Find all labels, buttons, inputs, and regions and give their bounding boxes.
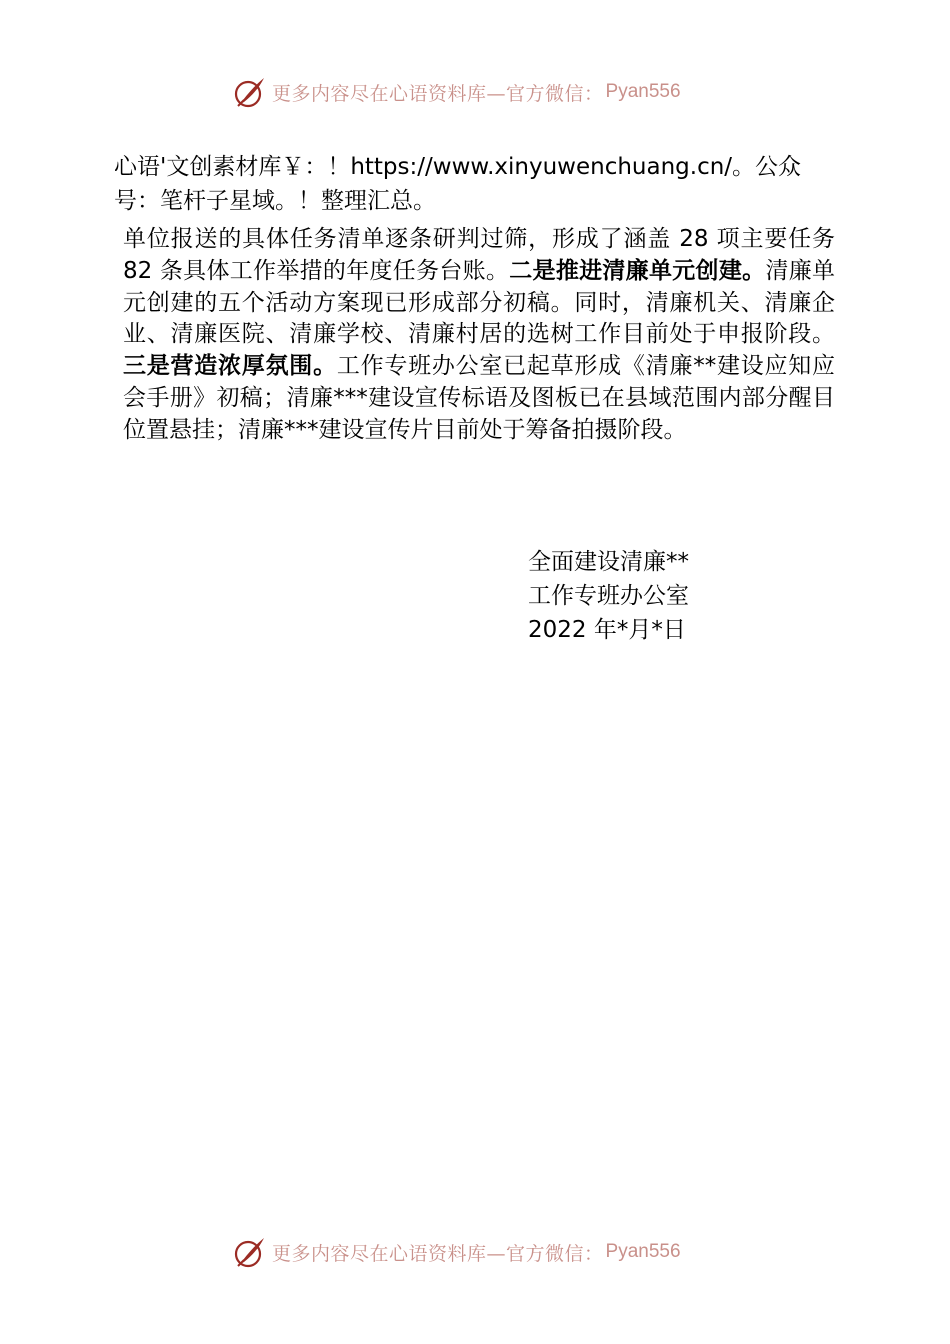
watermark-text: 更多内容尽在心语资料库—官方微信： bbox=[272, 82, 604, 105]
signature-org-line-1: 全面建设清廉** bbox=[528, 549, 689, 575]
watermark-bottom bbox=[232, 1232, 681, 1272]
body-text-segment: 工作专班办公室已起草形成《清廉**建设应知应会手册》初稿；清廉***建设宣传标语及图板已在县域范围内部分醒目位置悬挂；清廉***建设宣传片目前处于筹备拍摄阶段。 bbox=[123, 353, 836, 443]
watermark-text: 更多内容尽在心语资料库—官方微信： bbox=[272, 1242, 604, 1265]
quill-pen-circle-icon bbox=[232, 1234, 268, 1270]
watermark-handle: Pyan556 bbox=[605, 81, 681, 102]
body-text-segment: 单位报送的具体任务清单逐条研判过筛，形成了涵盖 28 项主要任务 82 条具体工作举措的年度任务台账。 bbox=[123, 226, 835, 284]
signature-date: 2022 年*月*日 bbox=[528, 617, 686, 643]
header-source-line: 心语'文创素材库￥：！https://www.xinyuwenchuang.cn/。公众号：笔杆子星域。！整理汇总。 bbox=[114, 154, 802, 214]
body-paragraph bbox=[123, 224, 835, 447]
signature-org-line-2: 工作专班办公室 bbox=[528, 583, 689, 609]
bold-heading-3: 三是营造浓厚氛围。 bbox=[123, 353, 337, 380]
watermark-top bbox=[232, 72, 681, 112]
signature-block bbox=[528, 545, 689, 647]
watermark-handle: Pyan556 bbox=[605, 1241, 681, 1262]
bold-heading-2: 二是推进清廉单元创建。 bbox=[509, 257, 766, 284]
quill-pen-circle-icon bbox=[232, 74, 268, 110]
body-text-segment: 清廉单元创建的五个活动方案现已形成部分初稿。同时，清廉机关、清廉企业、清廉医院、清廉学校、清廉村居的选树工作目前处于申报阶段。 bbox=[123, 257, 836, 348]
